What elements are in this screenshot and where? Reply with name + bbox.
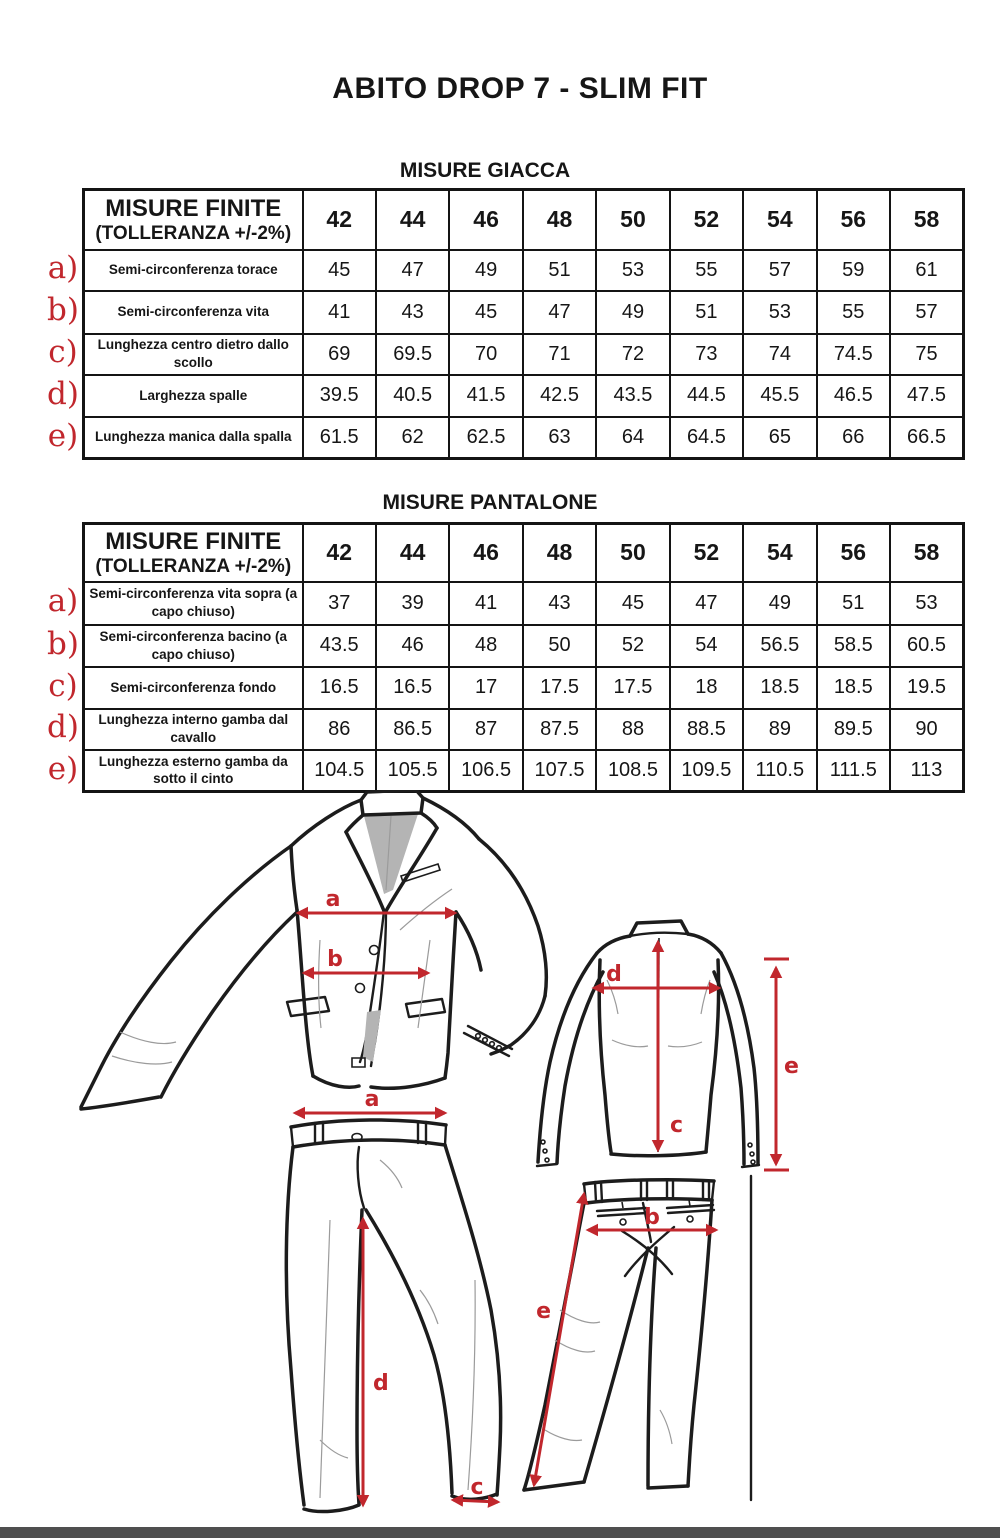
measurement-diagram <box>0 790 1000 1538</box>
size-header-cell: 42 <box>303 190 376 250</box>
value-cell: 51 <box>670 291 743 334</box>
row-marker: a) <box>47 583 79 619</box>
value-cell: 47.5 <box>890 375 964 417</box>
value-cell: 45 <box>303 250 376 291</box>
table-row <box>84 250 964 291</box>
value-cell: 41 <box>303 291 376 334</box>
value-cell: 17 <box>449 667 522 709</box>
value-cell: 74 <box>743 334 816 375</box>
jacket-shoulder-label: d <box>606 962 622 987</box>
trousers-front-annotations <box>295 1087 498 1505</box>
trousers-table-heading: MISURE PANTALONE <box>382 491 598 514</box>
value-cell: 37 <box>303 582 376 625</box>
value-cell: 74.5 <box>817 334 890 375</box>
value-cell: 106.5 <box>449 750 522 792</box>
trousers-outer-leg-label: e <box>536 1299 551 1324</box>
value-cell: 43 <box>523 582 596 625</box>
trousers-hem-arrow <box>453 1500 498 1502</box>
value-cell: 64.5 <box>670 417 743 459</box>
value-cell: 50 <box>523 625 596 667</box>
value-cell: 113 <box>890 750 964 792</box>
row-marker: d) <box>47 376 79 412</box>
value-cell: 45.5 <box>743 375 816 417</box>
value-cell: 70 <box>449 334 522 375</box>
value-cell: 72 <box>596 334 669 375</box>
row-marker: b) <box>47 626 79 662</box>
value-cell: 16.5 <box>303 667 376 709</box>
trousers-inseam-label: d <box>373 1371 389 1396</box>
value-cell: 105.5 <box>376 750 449 792</box>
value-cell: 60.5 <box>890 625 964 667</box>
corner-title: MISURE FINITE <box>105 528 282 556</box>
row-label-cell: Semi-circonferenza vita sopra (a capo chiuso) <box>84 582 303 625</box>
value-cell: 18 <box>670 667 743 709</box>
value-cell: 44.5 <box>670 375 743 417</box>
trousers-front-sketch <box>286 1120 500 1512</box>
value-cell: 89 <box>743 709 816 750</box>
value-cell: 41 <box>449 582 522 625</box>
size-header-cell: 52 <box>670 190 743 250</box>
size-header-cell: 44 <box>376 524 449 582</box>
row-label-cell: Lunghezza manica dalla spalla <box>84 417 303 459</box>
value-cell: 73 <box>670 334 743 375</box>
row-label-cell: Lunghezza centro dietro dallo scollo <box>84 334 303 375</box>
jacket-chest-label: a <box>325 887 341 912</box>
value-cell: 65 <box>743 417 816 459</box>
value-cell: 89.5 <box>817 709 890 750</box>
value-cell: 55 <box>817 291 890 334</box>
size-header-cell: 48 <box>523 524 596 582</box>
value-cell: 66.5 <box>890 417 964 459</box>
value-cell: 57 <box>890 291 964 334</box>
value-cell: 59 <box>817 250 890 291</box>
size-header-cell: 46 <box>449 190 522 250</box>
value-cell: 55 <box>670 250 743 291</box>
header-row <box>84 524 964 582</box>
value-cell: 53 <box>743 291 816 334</box>
value-cell: 18.5 <box>743 667 816 709</box>
corner-title: MISURE FINITE <box>105 195 282 223</box>
value-cell: 71 <box>523 334 596 375</box>
value-cell: 46.5 <box>817 375 890 417</box>
value-cell: 88 <box>596 709 669 750</box>
table-row <box>84 291 964 334</box>
table-row <box>84 375 964 417</box>
value-cell: 110.5 <box>743 750 816 792</box>
value-cell: 19.5 <box>890 667 964 709</box>
value-cell: 16.5 <box>376 667 449 709</box>
value-cell: 66 <box>817 417 890 459</box>
table-corner-header <box>84 524 303 582</box>
value-cell: 53 <box>596 250 669 291</box>
table-row <box>84 625 964 667</box>
jacket-waist-label: b <box>327 947 343 972</box>
row-label-cell: Semi-circonferenza torace <box>84 250 303 291</box>
value-cell: 62.5 <box>449 417 522 459</box>
value-cell: 88.5 <box>670 709 743 750</box>
value-cell: 51 <box>817 582 890 625</box>
trousers-outer-leg-arrow <box>534 1194 584 1485</box>
value-cell: 104.5 <box>303 750 376 792</box>
size-header-cell: 56 <box>817 524 890 582</box>
jacket-table-heading: MISURE GIACCA <box>399 159 571 182</box>
value-cell: 42.5 <box>523 375 596 417</box>
row-marker: b) <box>47 292 79 328</box>
trousers-size-table <box>82 522 965 793</box>
row-label-cell: Semi-circonferenza bacino (a capo chiuso) <box>84 625 303 667</box>
size-header-cell: 56 <box>817 190 890 250</box>
value-cell: 49 <box>596 291 669 334</box>
row-label-cell: Larghezza spalle <box>84 375 303 417</box>
value-cell: 57 <box>743 250 816 291</box>
value-cell: 63 <box>523 417 596 459</box>
value-cell: 45 <box>596 582 669 625</box>
jacket-size-table <box>82 188 965 460</box>
trousers-hem-label: c <box>470 1475 484 1500</box>
size-header-cell: 58 <box>890 524 964 582</box>
size-header-cell: 46 <box>449 524 522 582</box>
value-cell: 75 <box>890 334 964 375</box>
corner-subtitle: (TOLLERANZA +/-2%) <box>95 555 292 577</box>
jacket-sleeve-label: e <box>784 1054 799 1079</box>
size-header-cell: 54 <box>743 190 816 250</box>
row-label-cell: Lunghezza interno gamba dal cavallo <box>84 709 303 750</box>
value-cell: 43.5 <box>303 625 376 667</box>
size-header-cell: 44 <box>376 190 449 250</box>
size-header-cell: 52 <box>670 524 743 582</box>
row-marker: c) <box>48 334 78 370</box>
row-label-cell: Semi-circonferenza fondo <box>84 667 303 709</box>
row-label-cell: Lunghezza esterno gamba da sotto il cinto <box>84 750 303 792</box>
value-cell: 39.5 <box>303 375 376 417</box>
table-row <box>84 709 964 750</box>
trousers-hip-label: b <box>644 1205 660 1230</box>
value-cell: 111.5 <box>817 750 890 792</box>
value-cell: 47 <box>376 250 449 291</box>
value-cell: 61.5 <box>303 417 376 459</box>
value-cell: 51 <box>523 250 596 291</box>
value-cell: 86.5 <box>376 709 449 750</box>
value-cell: 18.5 <box>817 667 890 709</box>
header-row <box>84 190 964 250</box>
row-marker: c) <box>48 668 78 704</box>
value-cell: 58.5 <box>817 625 890 667</box>
value-cell: 69 <box>303 334 376 375</box>
value-cell: 46 <box>376 625 449 667</box>
value-cell: 52 <box>596 625 669 667</box>
value-cell: 90 <box>890 709 964 750</box>
value-cell: 17.5 <box>596 667 669 709</box>
value-cell: 56.5 <box>743 625 816 667</box>
value-cell: 61 <box>890 250 964 291</box>
value-cell: 47 <box>670 582 743 625</box>
page-title: ABITO DROP 7 - SLIM FIT <box>332 72 708 105</box>
value-cell: 62 <box>376 417 449 459</box>
value-cell: 41.5 <box>449 375 522 417</box>
row-marker: e) <box>47 751 79 787</box>
value-cell: 40.5 <box>376 375 449 417</box>
row-marker: a) <box>47 250 79 286</box>
value-cell: 108.5 <box>596 750 669 792</box>
table-row <box>84 417 964 459</box>
size-header-cell: 42 <box>303 524 376 582</box>
value-cell: 39 <box>376 582 449 625</box>
value-cell: 47 <box>523 291 596 334</box>
value-cell: 43.5 <box>596 375 669 417</box>
table-row <box>84 750 964 792</box>
value-cell: 109.5 <box>670 750 743 792</box>
jacket-back-length-label: c <box>670 1113 684 1138</box>
size-header-cell: 50 <box>596 524 669 582</box>
value-cell: 86 <box>303 709 376 750</box>
table-row <box>84 667 964 709</box>
value-cell: 69.5 <box>376 334 449 375</box>
row-marker: d) <box>47 709 79 745</box>
table-row <box>84 334 964 375</box>
value-cell: 53 <box>890 582 964 625</box>
value-cell: 45 <box>449 291 522 334</box>
size-header-cell: 58 <box>890 190 964 250</box>
trousers-waist-label: a <box>364 1087 380 1112</box>
value-cell: 87 <box>449 709 522 750</box>
table-row <box>84 582 964 625</box>
value-cell: 54 <box>670 625 743 667</box>
value-cell: 49 <box>449 250 522 291</box>
value-cell: 43 <box>376 291 449 334</box>
jacket-back-annotations <box>594 942 799 1170</box>
footer-bar <box>0 1527 1000 1538</box>
jacket-back-sketch <box>537 921 759 1167</box>
table-corner-header <box>84 190 303 250</box>
jacket-front-sketch <box>81 790 546 1109</box>
row-marker: e) <box>47 418 79 454</box>
value-cell: 48 <box>449 625 522 667</box>
size-header-cell: 54 <box>743 524 816 582</box>
row-label-cell: Semi-circonferenza vita <box>84 291 303 334</box>
value-cell: 87.5 <box>523 709 596 750</box>
size-header-cell: 48 <box>523 190 596 250</box>
size-header-cell: 50 <box>596 190 669 250</box>
value-cell: 64 <box>596 417 669 459</box>
value-cell: 107.5 <box>523 750 596 792</box>
value-cell: 49 <box>743 582 816 625</box>
value-cell: 17.5 <box>523 667 596 709</box>
corner-subtitle: (TOLLERANZA +/-2%) <box>95 222 292 244</box>
